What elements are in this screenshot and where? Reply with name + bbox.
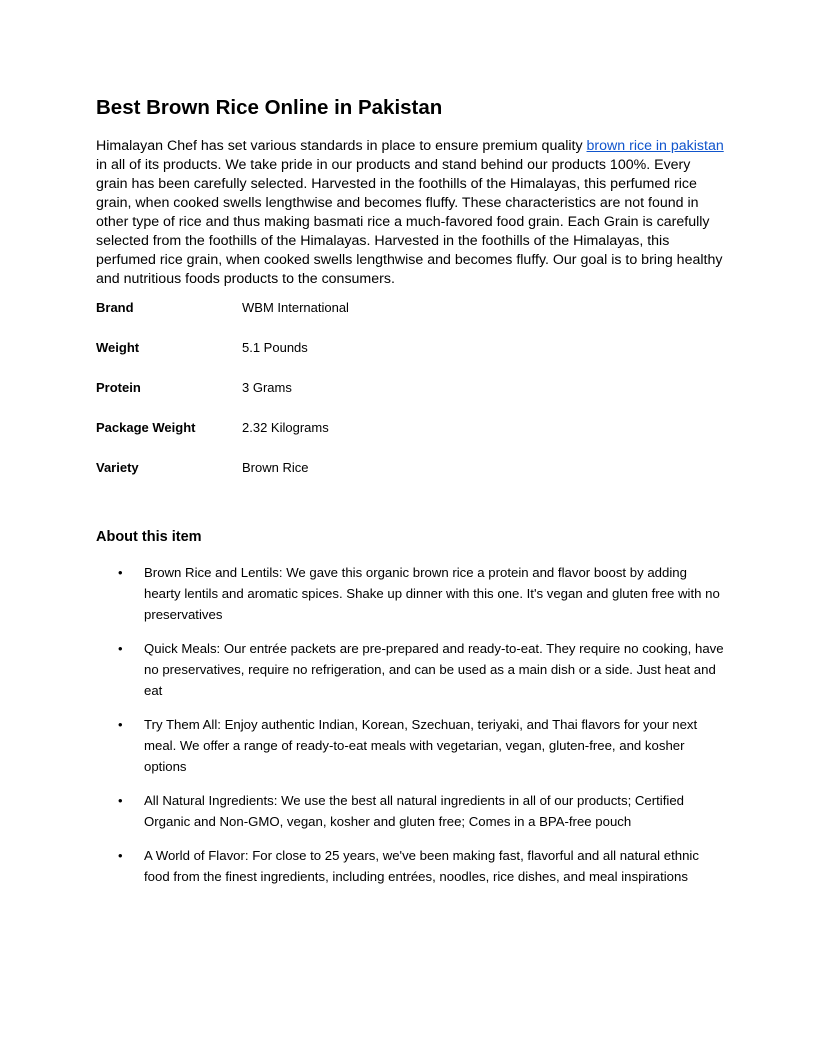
- list-item-text: Quick Meals: Our entrée packets are pre-prepared and ready-to-eat. They require no cooking, have no preservatives, require no refrigeration, and can be used as a main dish or a side. Just heat and eat: [144, 641, 724, 698]
- spec-value: Brown Rice: [242, 460, 309, 475]
- about-heading: About this item: [96, 529, 202, 545]
- spec-row-package-weight: [96, 419, 349, 459]
- spec-label: Package Weight: [96, 420, 196, 435]
- spec-label: Weight: [96, 340, 140, 355]
- spec-row-brand: [96, 299, 349, 339]
- spec-row-protein: [96, 379, 349, 419]
- bullet-icon: •: [118, 641, 123, 656]
- spec-value: WBM International: [242, 300, 349, 315]
- spec-label: Protein: [96, 380, 141, 395]
- spec-row-weight: [96, 339, 349, 379]
- spec-value: 5.1 Pounds: [242, 340, 308, 355]
- list-item-text: All Natural Ingredients: We use the best all natural ingredients in all of our products; Certified Organic and Non-GMO, vegan, kosher and gluten free; Comes in a BPA-free pouch: [144, 793, 684, 829]
- spec-label: Variety: [96, 460, 139, 475]
- list-item-text: Brown Rice and Lentils: We gave this organic brown rice a protein and flavor boost by adding hearty lentils and aromatic spices. Shake up dinner with this one. It's vegan and gluten free with no preservatives: [144, 565, 720, 622]
- spec-label: Brand: [96, 300, 134, 315]
- specs-table: [96, 299, 349, 499]
- about-list: [96, 562, 724, 900]
- intro-text-end: in all of its products. We take pride in our products and stand behind our products 100%. Every grain has been carefully selected. Harvested in the foothills of the Himalayas, this perfumed rice grain, when cooked swells lengthwise and becomes fluffy. These characteristics are not found in other type of rice and thus making basmati rice a much-favored food grain. Each Grain is carefully selected from the foothills of the Himalayas. Harvested in the foothills of the Himalayas, this perfumed rice grain, when cooked swells lengthwise and becomes fluffy. Our goal is to bring healthy and nutritious foods products to the consumers.: [96, 157, 723, 287]
- list-item: [96, 845, 724, 887]
- bullet-icon: •: [118, 565, 123, 580]
- page-title: Best Brown Rice Online in Pakistan: [96, 96, 443, 119]
- list-item: [96, 638, 724, 701]
- list-item-text: A World of Flavor: For close to 25 years, we've been making fast, flavorful and all natural ethnic food from the finest ingredients, including entrées, noodles, rice dishes, and meal inspirations: [144, 848, 699, 884]
- list-item: [96, 562, 724, 625]
- bullet-icon: •: [118, 793, 123, 808]
- spec-value: 2.32 Kilograms: [242, 420, 329, 435]
- intro-paragraph: [96, 137, 724, 289]
- bullet-icon: •: [118, 848, 123, 863]
- list-item: [96, 790, 724, 832]
- list-item-text: Try Them All: Enjoy authentic Indian, Korean, Szechuan, teriyaki, and Thai flavors for your next meal. We offer a range of ready-to-eat meals with vegetarian, vegan, gluten-free, and kosher options: [144, 717, 698, 774]
- spec-row-variety: [96, 459, 349, 499]
- brown-rice-link[interactable]: brown rice in pakistan: [586, 138, 724, 154]
- spec-value: 3 Grams: [242, 380, 292, 395]
- bullet-icon: •: [118, 717, 123, 732]
- intro-text-start: Himalayan Chef has set various standards in place to ensure premium quality: [96, 138, 587, 154]
- list-item: [96, 714, 724, 777]
